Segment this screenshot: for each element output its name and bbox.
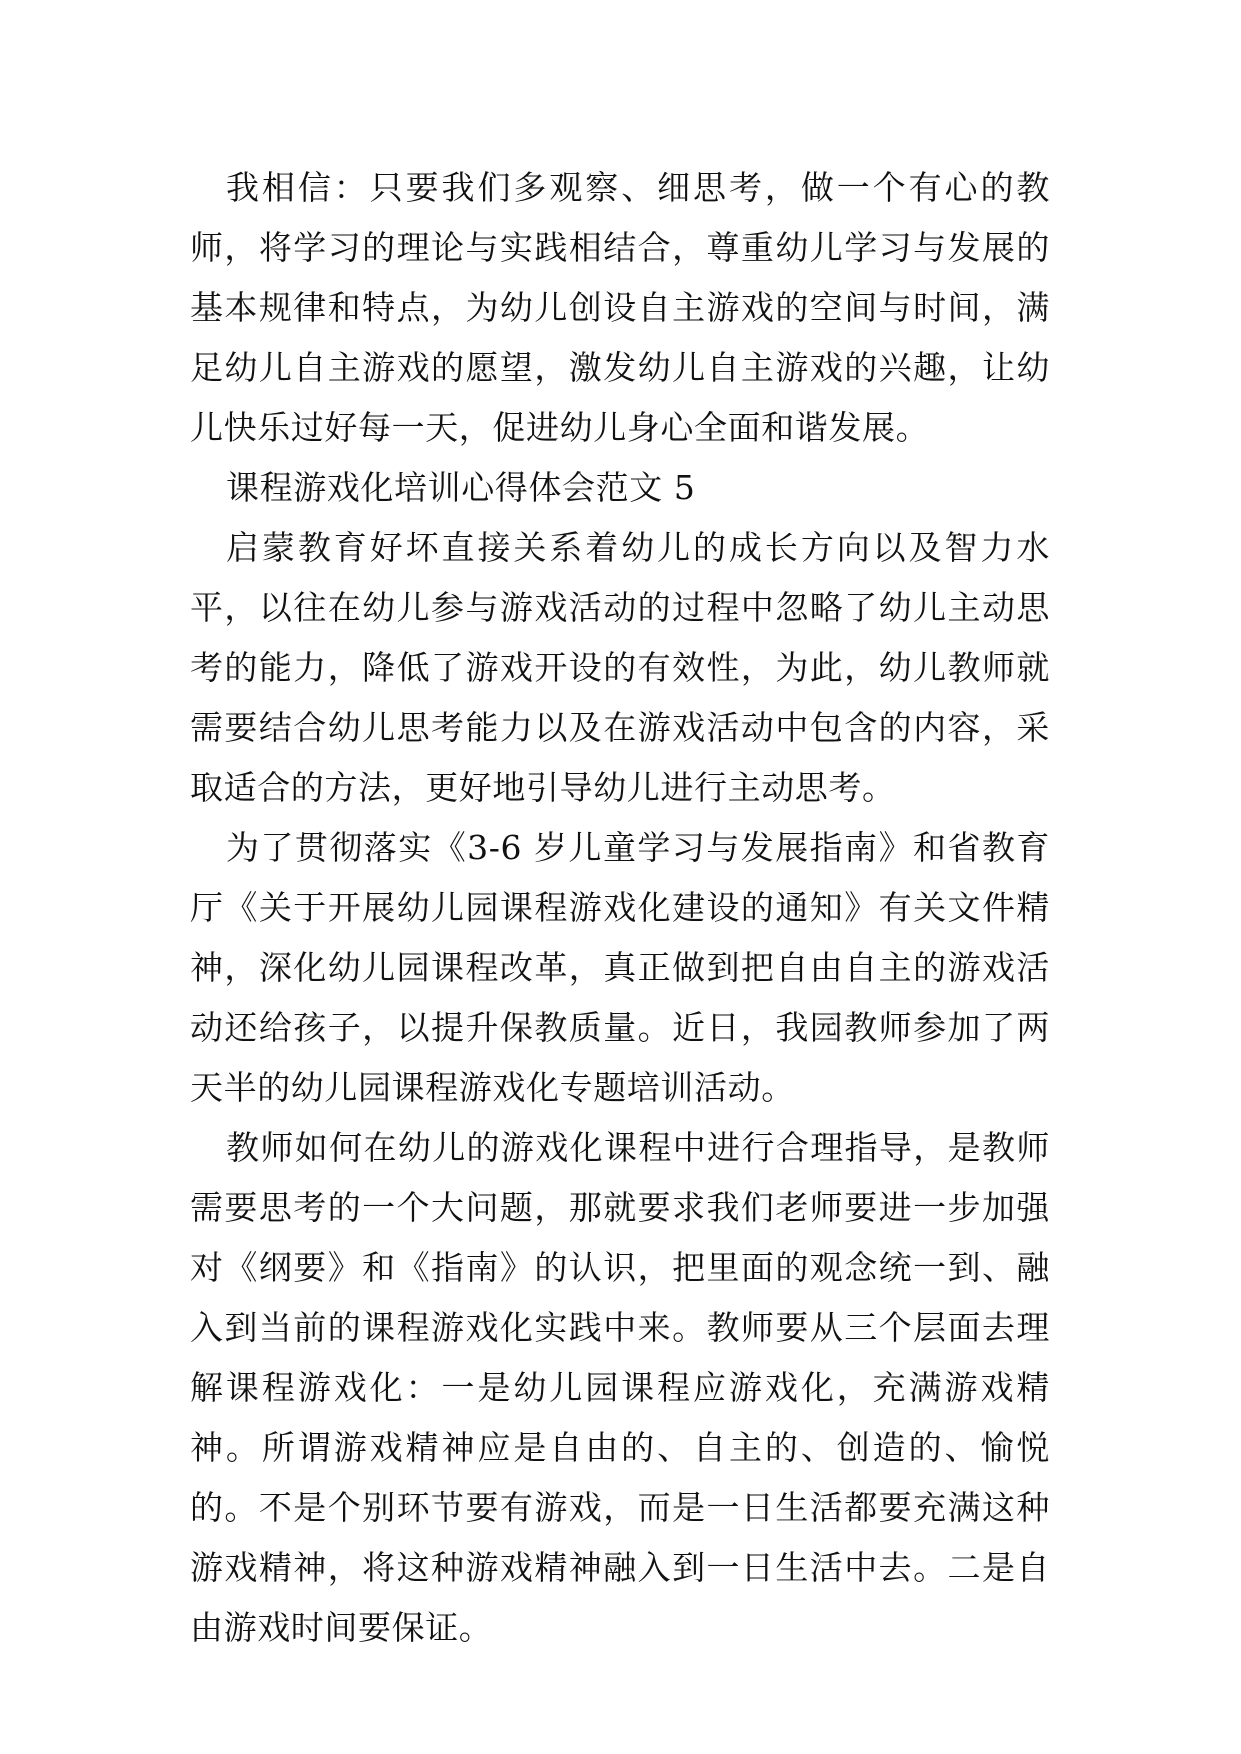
section-heading: 课程游戏化培训心得体会范文 5 bbox=[226, 468, 696, 507]
paragraph-enlightenment: 启蒙教育好坏直接关系着幼儿的成长方向以及智力水平，以往在幼儿参与游戏活动的过程中忽略了幼儿主动思考的能力，降低了游戏开设的有效性，为此，幼儿教师就需要结合幼儿思考能力以及在游戏活动中包含的内容，采取适合的方法，更好地引导幼儿进行主动思考。 bbox=[190, 528, 1050, 807]
paragraph-conclusion: 我相信：只要我们多观察、细思考，做一个有心的教师，将学习的理论与实践相结合，尊重幼儿学习与发展的基本规律和特点，为幼儿创设自主游戏的空间与时间，满足幼儿自主游戏的愿望，激发幼儿自主游戏的兴趣，让幼儿快乐过好每一天，促进幼儿身心全面和谐发展。 bbox=[190, 168, 1050, 447]
document-page bbox=[190, 158, 1050, 1658]
paragraph-training: 为了贯彻落实《3-6 岁儿童学习与发展指南》和省教育厅《关于开展幼儿园课程游戏化建设的通知》有关文件精神，深化幼儿园课程改革，真正做到把自由自主的游戏活动还给孩子，以提升保教质量。近日，我园教师参加了两天半的幼儿园课程游戏化专题培训活动。 bbox=[190, 828, 1050, 1107]
paragraph-guidance: 教师如何在幼儿的游戏化课程中进行合理指导，是教师需要思考的一个大问题，那就要求我们老师要进一步加强对《纲要》和《指南》的认识，把里面的观念统一到、融入到当前的课程游戏化实践中来。教师要从三个层面去理解课程游戏化：一是幼儿园课程应游戏化，充满游戏精神。所谓游戏精神应是自由的、自主的、创造的、愉悦的。不是个别环节要有游戏，而是一日生活都要充满这种游戏精神，将这种游戏精神融入到一日生活中去。二是自由游戏时间要保证。 bbox=[190, 1128, 1050, 1647]
